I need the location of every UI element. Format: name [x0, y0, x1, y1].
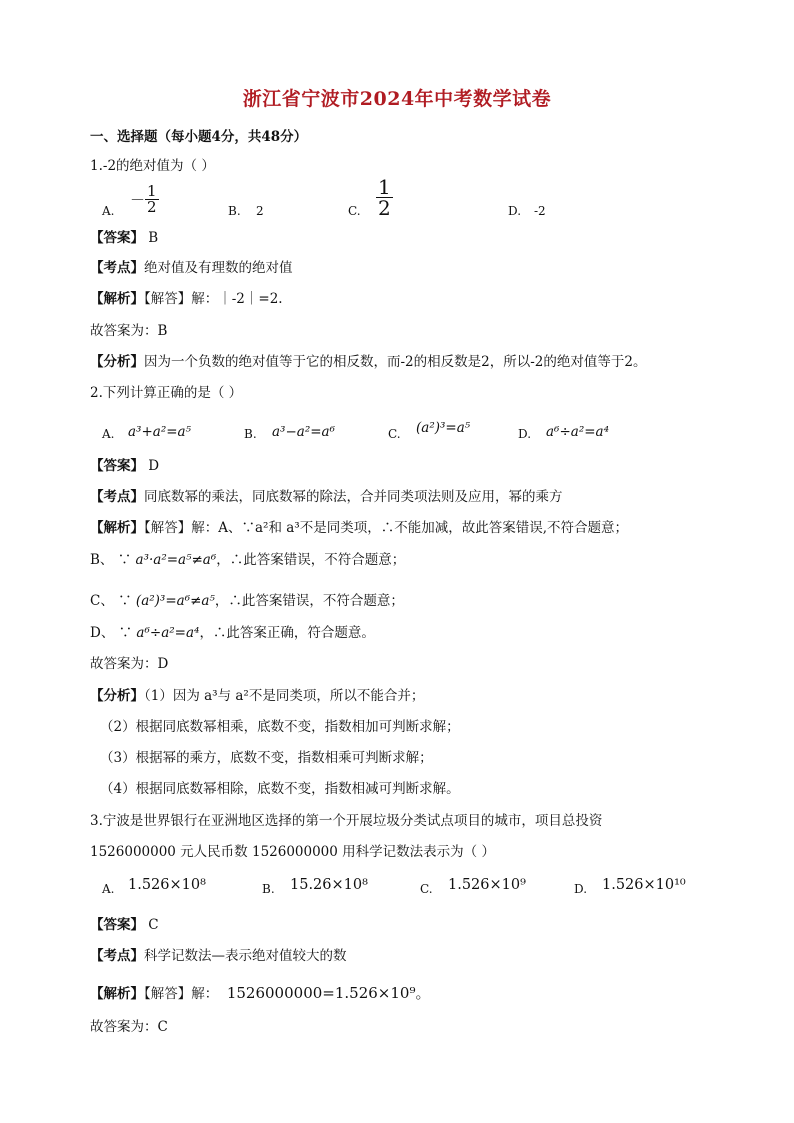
analysis-tag: 【解析】 [90, 986, 144, 1002]
q2-option-a-label: A. [102, 427, 115, 441]
q2-option-b-label: B. [244, 427, 257, 441]
q3-option-a: 1.526×10⁸ [128, 877, 206, 893]
q3-analysis [90, 984, 430, 1003]
fraction-denominator: 2 [147, 198, 157, 216]
q1-option-d-label: D. [508, 204, 522, 218]
q1-option-a [130, 184, 159, 215]
q3-option-b-label: B. [262, 882, 275, 896]
answer-value: D [148, 458, 160, 474]
fraction-denominator: 2 [378, 196, 391, 220]
q1-option-d: -2 [534, 204, 546, 218]
q1-option-c-fraction [376, 177, 393, 218]
q2-summary-3: （3）根据幂的乘方，底数不变，指数相乘可判断求解； [100, 750, 433, 766]
section-heading: 一、选择题（每小题4分，共48分） [90, 129, 308, 145]
q3-option-a-label: A. [102, 882, 115, 896]
exam-title: 浙江省宁波市2024年中考数学试卷 [242, 88, 552, 110]
summary-text: （1）因为 a³与 a²不是同类项，所以不能合并； [144, 688, 425, 704]
fraction-numerator: 1 [378, 175, 391, 199]
q3-option-c: 1.526×10⁹ [448, 877, 526, 893]
q1-conclusion: 故答案为：B [90, 323, 168, 339]
summary-tag: 【分析】 [90, 354, 144, 370]
answer-value: B [148, 230, 159, 246]
q2-answer [90, 457, 159, 475]
answer-tag: 【答案】 [90, 230, 144, 246]
answer-tag: 【答案】 [90, 458, 144, 474]
fraction-numerator: 1 [147, 182, 157, 200]
analysis-expression: 1526000000=1.526×10⁹。 [226, 984, 431, 1002]
q1-option-b-label: B. [228, 204, 241, 218]
point-tag: 【考点】 [90, 948, 144, 964]
q2-point [90, 488, 563, 506]
analysis-tag: 【解析】 [90, 291, 144, 307]
line-prefix: D、 ∵ [90, 625, 133, 641]
q3-point [90, 947, 347, 965]
point-text: 绝对值及有理数的绝对值 [144, 260, 293, 276]
q1-answer [90, 229, 158, 247]
point-text: 科学记数法—表示绝对值较大的数 [144, 948, 347, 964]
line-suffix: ，∴此答案错误，不符合题意； [214, 593, 404, 609]
q2-analysis-c [90, 592, 404, 610]
q1-option-a-fraction [145, 184, 159, 215]
summary-tag: 【分析】 [90, 688, 144, 704]
q1-option-a-sign: － [130, 191, 146, 209]
q1-option-a-label: A. [102, 204, 115, 218]
point-text: 同底数幂的乘法，同底数幂的除法，合并同类项法则及应用，幂的乘方 [144, 489, 563, 505]
q2-conclusion: 故答案为：D [90, 656, 169, 672]
q3-answer [90, 916, 159, 934]
q1-option-b: 2 [256, 204, 264, 218]
q1-option-c-label: C. [348, 204, 361, 218]
q2-option-d: a⁶÷a²=a⁴ [546, 424, 610, 440]
q1-summary [90, 353, 646, 371]
q1-option-c [376, 177, 393, 218]
q2-analysis-d [90, 624, 375, 642]
point-tag: 【考点】 [90, 489, 144, 505]
line-suffix: ，∴此答案错误，不符合题意； [216, 552, 406, 568]
question-3-stem-line-2: 1526000000 元人民币数 1526000000 用科学记数法表示为（ ） [90, 844, 495, 860]
q2-summary-2: （2）根据同底数幂相乘，底数不变，指数相加可判断求解； [100, 719, 460, 735]
q3-option-d: 1.526×10¹⁰ [602, 877, 686, 893]
q1-point [90, 259, 293, 277]
q2-analysis-b [90, 551, 405, 569]
analysis-text: 【解答】解： [144, 986, 219, 1002]
analysis-text: 【解答】解：A、∵a²和 a³不是同类项，∴不能加减，故此答案错误,不符合题意； [144, 520, 629, 536]
line-prefix: B、 ∵ [90, 552, 132, 568]
q2-option-c-label: C. [388, 427, 401, 441]
line-expression: (a²)³=a⁶≠a⁵ [135, 593, 215, 609]
q3-option-b: 15.26×10⁸ [290, 877, 368, 893]
analysis-tag: 【解析】 [90, 520, 144, 536]
q2-analysis [90, 519, 628, 537]
point-tag: 【考点】 [90, 260, 144, 276]
question-2-stem: 2.下列计算正确的是（ ） [90, 385, 243, 401]
q3-conclusion: 故答案为：C [90, 1019, 168, 1035]
answer-tag: 【答案】 [90, 917, 144, 933]
line-prefix: C、 ∵ [90, 593, 132, 609]
q3-option-d-label: D. [574, 882, 588, 896]
q2-option-d-label: D. [518, 427, 532, 441]
line-expression: a⁶÷a²=a⁴ [136, 625, 200, 641]
answer-value: C [148, 917, 159, 933]
question-1-stem: 1.-2的绝对值为（ ） [90, 158, 215, 174]
q2-summary [90, 687, 424, 705]
q2-summary-4: （4）根据同底数幂相除，底数不变，指数相减可判断求解。 [100, 781, 460, 797]
q1-analysis [90, 290, 283, 308]
summary-text: 因为一个负数的绝对值等于它的相反数，而-2的相反数是2，所以-2的绝对值等于2。 [144, 354, 647, 370]
line-expression: a³·a²=a⁵≠a⁶ [135, 552, 217, 568]
q2-option-c: (a²)³=a⁵ [416, 420, 471, 436]
line-suffix: ，∴此答案正确，符合题意。 [199, 625, 375, 641]
analysis-text: 【解答】解：｜-2｜=2. [144, 291, 283, 307]
q3-option-c-label: C. [420, 882, 433, 896]
q2-option-a: a³+a²=a⁵ [128, 424, 192, 440]
q2-option-b: a³−a²=a⁶ [272, 424, 336, 440]
question-3-stem-line-1: 3.宁波是世界银行在亚洲地区选择的第一个开展垃圾分类试点项目的城市，项目总投资 [90, 813, 603, 829]
